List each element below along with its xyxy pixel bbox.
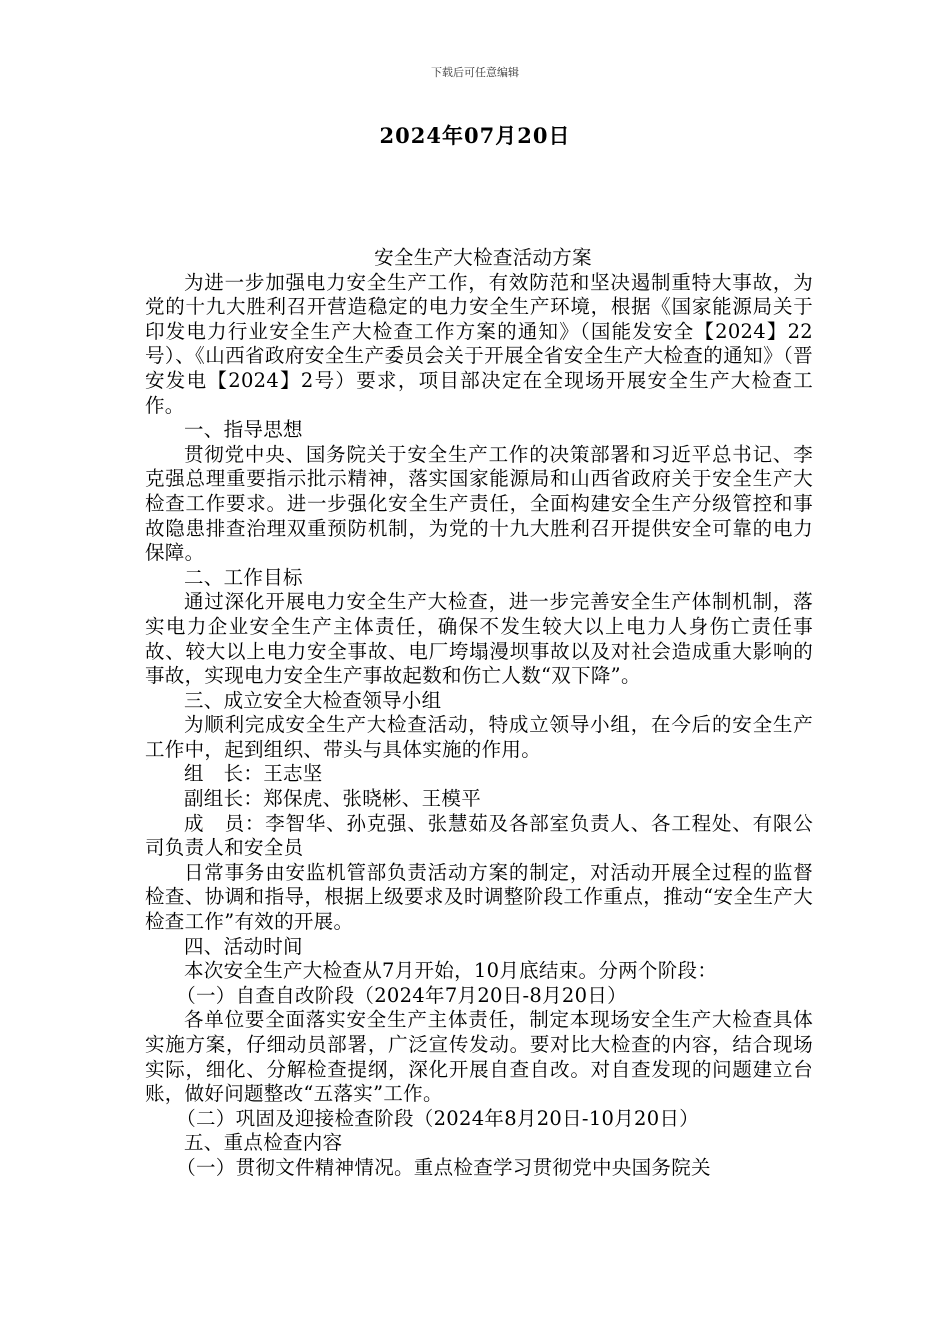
section-heading-work-goals: 二、工作目标 (184, 565, 303, 589)
paragraph-key-inspection-one: （一）贯彻文件精神情况。重点检查学习贯彻党中央国务院关 (176, 1155, 711, 1179)
header-note: 下载后可任意编辑 (431, 66, 519, 79)
document-body (145, 246, 813, 1181)
paragraph-daily-affairs: 日常事务由安监机管部负责活动方案的制定，对活动开展全过程的监督检查、协调和指导，根据上级要求及时调整阶段工作重点，推动“安全生产大检查工作”有效的开展。 (145, 860, 813, 934)
section-heading-activity-time: 四、活动时间 (184, 934, 303, 958)
stage-two-heading: （二）巩固及迎接检查阶段（2024年8月20日-10月20日） (176, 1106, 700, 1130)
paragraph-stage-one: 各单位要全面落实安全生产主体责任，制定本现场安全生产大检查具体实施方案，仔细动员部署，广泛宣传发动。要对比大检查的内容，结合现场实际，细化、分解检查提纲，深化开展自查自改。对自查发现的问题建立台账，做好问题整改“五落实”工作。 (145, 1008, 813, 1106)
paragraph-activity-time: 本次安全生产大检查从7月开始，10月底结束。分两个阶段： (184, 959, 718, 983)
paragraph-intro: 为进一步加强电力安全生产工作，有效防范和坚决遏制重特大事故，为党的十九大胜利召开营造稳定的电力安全生产环境，根据《国家能源局关于印发电力行业安全生产大检查工作方案的通知》（国能发安全【2024】22号）、《山西省政府安全生产委员会关于开展全省安全生产大检查的通知》（晋安发电【2024】2号）要求，项目部决定在全现场开展安全生产大检查工作。 (145, 270, 813, 417)
section-heading-leadership-group: 三、成立安全大检查领导小组 (184, 688, 442, 712)
group-leader-line: 组 长：王志坚 (184, 762, 323, 786)
stage-one-heading: （一）自查自改阶段（2024年7月20日-8月20日） (176, 983, 627, 1007)
document-date: 2024年07月20日 (379, 123, 571, 148)
paragraph-leadership-group: 为顺利完成安全生产大检查活动，特成立领导小组，在今后的安全生产工作中，起到组织、带头与具体实施的作用。 (145, 713, 813, 761)
section-heading-guiding-ideology: 一、指导思想 (184, 418, 303, 442)
paragraph-work-goals: 通过深化开展电力安全生产大检查，进一步完善安全生产体制机制，落实电力企业安全生产主体责任，确保不发生较大以上电力人身伤亡责任事故、较大以上电力安全事故、电厂垮塌漫坝事故以及对社会造成重大影响的事故，实现电力安全生产事故起数和伤亡人数“双下降”。 (145, 590, 813, 688)
document-title: 安全生产大检查活动方案 (374, 246, 592, 269)
section-heading-key-inspection: 五、重点检查内容 (184, 1131, 343, 1155)
members-line: 成 员：李智华、孙克强、张慧茹及各部室负责人、各工程处、有限公司负责人和安全员 (145, 811, 813, 860)
deputy-leader-line: 副组长：郑保虎、张晓彬、王模平 (184, 787, 482, 811)
paragraph-guiding-ideology: 贯彻党中央、国务院关于安全生产工作的决策部署和习近平总书记、李克强总理重要指示批示精神，落实国家能源局和山西省政府关于安全生产大检查工作要求。进一步强化安全生产责任，全面构建安全生产分级管控和事故隐患排查治理双重预防机制，为党的十九大胜利召开提供安全可靠的电力保障。 (145, 442, 813, 565)
